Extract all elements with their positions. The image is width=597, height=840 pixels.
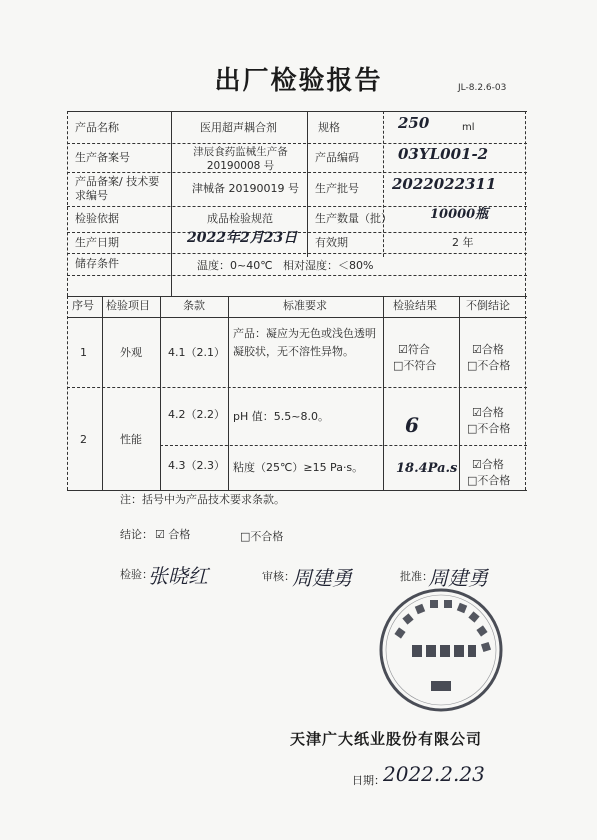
row1-no: 1 xyxy=(80,346,87,359)
header-result: 检验结果 xyxy=(393,299,437,312)
product-code-label: 产品编码 xyxy=(315,151,359,164)
page-title: 出厂检验报告 xyxy=(214,66,383,96)
reviewer-label: 审核： xyxy=(262,570,295,583)
header-conclusion: 不倒结论 xyxy=(466,299,510,312)
basis-value: 成品检验规范 xyxy=(207,212,273,225)
date-label: 日期： xyxy=(352,774,385,787)
spec-unit: ml xyxy=(462,122,475,133)
row1-conclusion-fail: □不合格 xyxy=(467,359,511,372)
quantity-value: 10000瓶 xyxy=(430,207,489,222)
product-filing-label: 产品备案/ 技术要求编号 xyxy=(75,175,160,202)
product-name-value: 医用超声耦合剂 xyxy=(200,121,277,134)
filing-no-value: 津辰食药监械生产备 20190008 号 xyxy=(193,146,288,172)
row3-conclusion-pass: ☑合格 xyxy=(472,458,504,471)
row1-clause: 4.1（2.1） xyxy=(168,346,225,359)
spec-label: 规格 xyxy=(318,121,340,134)
header-requirement: 标准要求 xyxy=(283,299,327,312)
batch-label: 生产批号 xyxy=(315,182,359,195)
storage-label: 储存条件 xyxy=(75,257,119,270)
row2-no: 2 xyxy=(80,433,87,446)
row3-clause: 4.3（2.3） xyxy=(168,459,225,472)
header-clause: 条款 xyxy=(183,299,205,312)
inspector-signature: 张晓红 xyxy=(148,564,208,588)
header-no: 序号 xyxy=(72,299,94,312)
row2-conclusion-fail: □不合格 xyxy=(467,422,511,435)
row3-result: 18.4Pa.s xyxy=(396,461,458,476)
row1-result-fail: □不符合 xyxy=(393,359,437,372)
mfg-date-label: 生产日期 xyxy=(75,236,119,249)
row3-requirement: 粘度（25℃）≥15 Pa·s。 xyxy=(233,461,364,474)
approver-label: 批准： xyxy=(400,570,433,583)
validity-value: 2 年 xyxy=(452,236,474,249)
row3-conclusion-fail: □不合格 xyxy=(467,474,511,487)
company-name: 天津广大纸业股份有限公司 xyxy=(290,730,483,748)
row2-conclusion-pass: ☑合格 xyxy=(472,406,504,419)
row2-requirement: pH 值：5.5~8.0。 xyxy=(233,410,329,423)
row1-item: 外观 xyxy=(120,346,142,359)
row1-requirement: 产品：凝应为无色或浅色透明凝胶状，无不溶性异物。 xyxy=(233,327,376,358)
date-value: 2022.2.23 xyxy=(383,762,485,786)
storage-value: 温度：0~40℃ 相对湿度：＜80% xyxy=(197,259,374,272)
product-name-label: 产品名称 xyxy=(75,121,119,134)
product-code-value: 03YL001-2 xyxy=(398,145,489,163)
header-item: 检验项目 xyxy=(106,299,150,312)
batch-value: 2022022311 xyxy=(392,175,497,193)
mfg-date-value: 2022年2月23日 xyxy=(187,230,298,246)
conclusion-fail: □不合格 xyxy=(240,530,284,543)
quantity-label: 生产数量（批） xyxy=(315,212,392,225)
row1-result-pass: ☑符合 xyxy=(398,343,430,356)
inspector-label: 检验： xyxy=(120,568,153,581)
row2-clause: 4.2（2.2） xyxy=(168,408,225,421)
approver-signature: 周建勇 xyxy=(428,566,488,590)
company-seal xyxy=(376,585,506,715)
validity-label: 有效期 xyxy=(315,236,348,249)
spec-value: 250 xyxy=(398,114,430,132)
conclusion-pass: ☑ 合格 xyxy=(155,528,191,541)
filing-no-label: 生产备案号 xyxy=(75,151,130,164)
row2-item: 性能 xyxy=(120,433,142,446)
row1-conclusion-pass: ☑合格 xyxy=(472,343,504,356)
table-note: 注：括号中为产品技术要求条款。 xyxy=(120,493,285,506)
reviewer-signature: 周建勇 xyxy=(292,566,352,590)
product-filing-value: 津械备 20190019 号 xyxy=(192,182,299,195)
row2-result: 6 xyxy=(405,413,419,437)
basis-label: 检验依据 xyxy=(75,212,119,225)
conclusion-label: 结论： xyxy=(120,528,153,541)
document-code: JL-8.2.6-03 xyxy=(458,83,507,93)
